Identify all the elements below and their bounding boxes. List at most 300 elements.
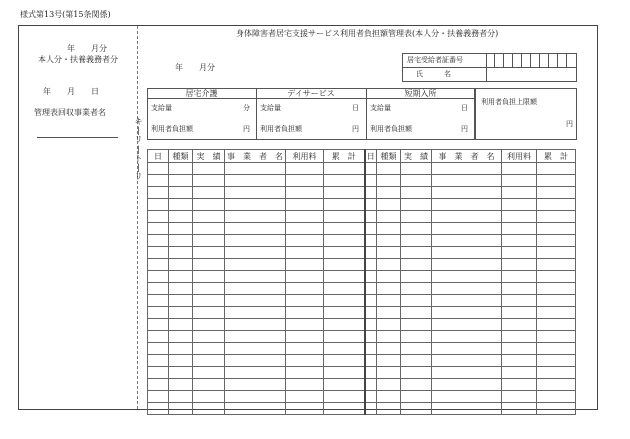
table-cell (401, 307, 432, 319)
table-cell (502, 259, 537, 271)
table-cell (432, 403, 502, 415)
table-cell (324, 283, 365, 295)
table-cell (169, 355, 193, 367)
table-cell (365, 307, 377, 319)
table-cell (502, 403, 537, 415)
table-row (148, 211, 576, 223)
table-cell (169, 235, 193, 247)
table-cell (377, 367, 401, 379)
service-header: 短期入所 (404, 89, 437, 98)
table-cell (324, 259, 365, 271)
table-cell (401, 379, 432, 391)
table-cell (324, 319, 365, 331)
table-cell (169, 295, 193, 307)
table-cell (401, 343, 432, 355)
table-row (148, 295, 576, 307)
table-cell (432, 379, 502, 391)
table-cell (432, 247, 502, 259)
stub-collector-line (37, 137, 118, 138)
table-cell (148, 379, 169, 391)
table-cell (225, 187, 286, 199)
table-cell (432, 307, 502, 319)
table-cell (537, 391, 576, 403)
table-cell (148, 259, 169, 271)
table-cell (365, 163, 377, 175)
table-cell (225, 259, 286, 271)
table-cell (225, 247, 286, 259)
table-cell (365, 319, 377, 331)
table-cell (537, 283, 576, 295)
table-cell (324, 331, 365, 343)
table-row (148, 331, 576, 343)
table-cell (502, 343, 537, 355)
table-row (148, 235, 576, 247)
table-cell (377, 211, 401, 223)
column-header: 事 業 者 名 (225, 150, 286, 163)
table-cell (377, 403, 401, 415)
service-supply-label: 支給量 (370, 104, 391, 112)
table-cell (286, 235, 324, 247)
table-cell (365, 259, 377, 271)
table-row (148, 307, 576, 319)
table-cell (225, 163, 286, 175)
table-cell (169, 343, 193, 355)
column-header: 累 計 (324, 150, 365, 163)
table-cell (148, 355, 169, 367)
table-cell (286, 403, 324, 415)
table-cell (432, 331, 502, 343)
table-cell (537, 295, 576, 307)
table-cell (286, 367, 324, 379)
form-title: 身体障害者居宅支援サービス利用者負担額管理表(本人分・扶養義務者分) (236, 29, 499, 38)
table-cell (502, 199, 537, 211)
table-cell (377, 355, 401, 367)
table-cell (432, 211, 502, 223)
column-header: 種類 (169, 150, 193, 163)
table-cell (169, 199, 193, 211)
table-row (148, 319, 576, 331)
table-cell (365, 235, 377, 247)
table-row (148, 379, 576, 391)
table-cell (225, 295, 286, 307)
table-row (148, 187, 576, 199)
table-cell (365, 331, 377, 343)
table-cell (537, 403, 576, 415)
table-cell (169, 163, 193, 175)
table-cell (324, 223, 365, 235)
table-cell (377, 175, 401, 187)
table-cell (502, 187, 537, 199)
table-cell (225, 403, 286, 415)
table-cell (502, 391, 537, 403)
table-cell (365, 187, 377, 199)
table-cell (537, 319, 576, 331)
table-cell (537, 223, 576, 235)
table-cell (365, 295, 377, 307)
column-header: 事 業 者 名 (432, 150, 502, 163)
table-cell (502, 283, 537, 295)
table-cell (432, 343, 502, 355)
cert-number-label: 居宅受給者証番号 (407, 56, 463, 64)
service-header: 居宅介護 (185, 89, 218, 98)
service-supply-unit: 日 (461, 104, 468, 112)
table-cell (169, 271, 193, 283)
table-cell (401, 295, 432, 307)
table-cell (225, 175, 286, 187)
column-header: 実 績 (193, 150, 225, 163)
table-cell (401, 391, 432, 403)
table-cell (537, 199, 576, 211)
table-row (148, 175, 576, 187)
table-row (148, 271, 576, 283)
table-cell (537, 247, 576, 259)
table-cell (401, 319, 432, 331)
table-row (148, 259, 576, 271)
table-cell (225, 367, 286, 379)
table-cell (401, 259, 432, 271)
limit-unit: 円 (566, 120, 573, 128)
service-burden-label: 利用者負担額 (370, 125, 412, 133)
table-cell (324, 211, 365, 223)
table-cell (286, 295, 324, 307)
table-cell (169, 223, 193, 235)
table-cell (324, 235, 365, 247)
table-cell (377, 331, 401, 343)
table-cell (365, 199, 377, 211)
table-row (148, 391, 576, 403)
table-cell (286, 319, 324, 331)
table-row (148, 199, 576, 211)
table-cell (225, 391, 286, 403)
table-cell (377, 187, 401, 199)
stub-year-month: 年 月分 (67, 44, 107, 53)
table-cell (148, 307, 169, 319)
limit-label: 利用者負担上限額 (481, 98, 537, 106)
column-header: 利用料 (286, 150, 324, 163)
service-header: デイサービス (287, 89, 335, 98)
table-cell (377, 295, 401, 307)
table-cell (286, 199, 324, 211)
table-cell (502, 307, 537, 319)
table-cell (324, 379, 365, 391)
table-cell (148, 331, 169, 343)
table-cell (401, 187, 432, 199)
table-cell (324, 163, 365, 175)
table-cell (502, 223, 537, 235)
table-cell (148, 235, 169, 247)
table-cell (377, 199, 401, 211)
table-cell (225, 271, 286, 283)
table-cell (401, 175, 432, 187)
table-cell (537, 331, 576, 343)
table-header-row (148, 150, 576, 163)
table-cell (377, 319, 401, 331)
table-cell (324, 247, 365, 259)
table-row (148, 367, 576, 379)
table-cell (225, 199, 286, 211)
table-cell (401, 211, 432, 223)
table-cell (169, 211, 193, 223)
table-cell (537, 211, 576, 223)
table-cell (225, 235, 286, 247)
table-cell (365, 367, 377, 379)
usage-table (147, 149, 576, 415)
service-burden-label: 利用者負担額 (151, 125, 193, 133)
table-cell (148, 175, 169, 187)
table-cell (193, 343, 225, 355)
table-cell (193, 283, 225, 295)
table-cell (401, 235, 432, 247)
table-cell (193, 199, 225, 211)
table-cell (148, 391, 169, 403)
table-cell (193, 295, 225, 307)
table-cell (148, 319, 169, 331)
table-cell (193, 235, 225, 247)
table-cell (286, 391, 324, 403)
table-cell (502, 247, 537, 259)
table-cell (193, 307, 225, 319)
table-cell (169, 175, 193, 187)
table-cell (365, 355, 377, 367)
stub-collector-label: 管理表回収事業者名 (34, 108, 106, 117)
column-header: 日 (148, 150, 169, 163)
table-cell (537, 307, 576, 319)
table-cell (365, 343, 377, 355)
table-cell (324, 343, 365, 355)
table-cell (377, 379, 401, 391)
table-cell (377, 343, 401, 355)
form-number-label: 様式第13号(第15条関係) (20, 10, 111, 19)
table-cell (432, 259, 502, 271)
table-cell (148, 343, 169, 355)
table-cell (148, 223, 169, 235)
table-cell (365, 175, 377, 187)
table-cell (432, 367, 502, 379)
table-cell (169, 379, 193, 391)
table-cell (169, 331, 193, 343)
table-cell (537, 259, 576, 271)
table-cell (148, 163, 169, 175)
table-cell (324, 199, 365, 211)
table-cell (365, 223, 377, 235)
table-cell (377, 235, 401, 247)
table-cell (193, 247, 225, 259)
table-cell (432, 199, 502, 211)
table-cell (225, 343, 286, 355)
table-cell (324, 403, 365, 415)
table-cell (537, 235, 576, 247)
table-cell (225, 223, 286, 235)
table-cell (365, 247, 377, 259)
table-cell (286, 211, 324, 223)
table-cell (432, 163, 502, 175)
table-cell (324, 355, 365, 367)
table-cell (148, 199, 169, 211)
table-cell (193, 259, 225, 271)
table-cell (193, 163, 225, 175)
table-cell (432, 355, 502, 367)
table-cell (502, 235, 537, 247)
table-cell (401, 367, 432, 379)
table-cell (225, 307, 286, 319)
table-row (148, 247, 576, 259)
table-cell (286, 163, 324, 175)
table-cell (169, 367, 193, 379)
table-cell (377, 163, 401, 175)
table-cell (169, 403, 193, 415)
table-cell (148, 403, 169, 415)
column-header: 実 績 (401, 150, 432, 163)
table-row (148, 223, 576, 235)
service-burden-unit: 円 (461, 125, 468, 133)
table-cell (502, 367, 537, 379)
table-cell (502, 163, 537, 175)
table-cell (537, 175, 576, 187)
table-cell (432, 283, 502, 295)
table-cell (193, 379, 225, 391)
table-cell (377, 283, 401, 295)
table-cell (169, 319, 193, 331)
table-cell (502, 175, 537, 187)
table-cell (193, 187, 225, 199)
cut-label: キ | リ | ト | リ (134, 117, 143, 182)
table-cell (432, 295, 502, 307)
service-supply-unit: 日 (352, 104, 359, 112)
table-cell (401, 163, 432, 175)
column-header: 累 計 (537, 150, 576, 163)
stub-target: 本人分・扶養義務者分 (38, 55, 118, 64)
table-cell (365, 271, 377, 283)
table-cell (377, 391, 401, 403)
table-cell (169, 307, 193, 319)
table-cell (365, 379, 377, 391)
stub-date: 年 月 日 (43, 87, 99, 96)
table-cell (286, 379, 324, 391)
table-cell (401, 355, 432, 367)
service-burden-unit: 円 (243, 125, 250, 133)
table-cell (169, 391, 193, 403)
table-cell (169, 187, 193, 199)
table-cell (148, 187, 169, 199)
main-year-month: 年 月分 (175, 63, 215, 72)
table-cell (286, 247, 324, 259)
table-cell (193, 391, 225, 403)
table-cell (225, 355, 286, 367)
table-cell (502, 319, 537, 331)
table-cell (432, 235, 502, 247)
table-cell (324, 271, 365, 283)
table-row (148, 283, 576, 295)
table-cell (193, 319, 225, 331)
limit-box (475, 88, 577, 140)
table-cell (377, 307, 401, 319)
table-cell (537, 367, 576, 379)
table-cell (365, 403, 377, 415)
table-cell (432, 271, 502, 283)
table-cell (502, 379, 537, 391)
table-cell (324, 175, 365, 187)
table-cell (286, 343, 324, 355)
table-cell (502, 331, 537, 343)
table-row (148, 163, 576, 175)
table-cell (286, 283, 324, 295)
table-cell (286, 259, 324, 271)
table-cell (324, 295, 365, 307)
column-header: 種類 (377, 150, 401, 163)
table-cell (537, 271, 576, 283)
table-cell (432, 319, 502, 331)
table-cell (502, 355, 537, 367)
table-cell (537, 163, 576, 175)
table-cell (365, 283, 377, 295)
table-cell (502, 211, 537, 223)
table-cell (377, 247, 401, 259)
table-cell (377, 271, 401, 283)
table-cell (324, 391, 365, 403)
table-cell (286, 223, 324, 235)
table-cell (169, 247, 193, 259)
table-cell (169, 259, 193, 271)
table-cell (537, 343, 576, 355)
service-burden-label: 利用者負担額 (260, 125, 302, 133)
table-cell (193, 367, 225, 379)
service-burden-unit: 円 (352, 125, 359, 133)
table-cell (148, 295, 169, 307)
service-supply-label: 支給量 (260, 104, 281, 112)
table-cell (432, 391, 502, 403)
table-cell (401, 403, 432, 415)
table-row (148, 343, 576, 355)
table-cell (286, 175, 324, 187)
table-cell (286, 307, 324, 319)
table-cell (286, 271, 324, 283)
table-cell (193, 175, 225, 187)
service-supply-unit: 分 (243, 104, 250, 112)
table-cell (169, 283, 193, 295)
table-cell (148, 247, 169, 259)
column-header: 日 (365, 150, 377, 163)
table-cell (365, 211, 377, 223)
table-cell (432, 187, 502, 199)
table-cell (502, 271, 537, 283)
table-cell (401, 247, 432, 259)
table-cell (148, 211, 169, 223)
table-cell (193, 331, 225, 343)
table-cell (193, 223, 225, 235)
table-cell (401, 283, 432, 295)
table-cell (365, 391, 377, 403)
table-cell (502, 295, 537, 307)
table-cell (148, 283, 169, 295)
table-cell (401, 331, 432, 343)
table-cell (148, 367, 169, 379)
table-cell (286, 355, 324, 367)
table-cell (225, 379, 286, 391)
table-cell (537, 355, 576, 367)
table-cell (432, 175, 502, 187)
table-cell (377, 223, 401, 235)
table-cell (401, 271, 432, 283)
table-cell (225, 331, 286, 343)
table-cell (148, 271, 169, 283)
table-cell (401, 223, 432, 235)
table-cell (225, 283, 286, 295)
table-row (148, 355, 576, 367)
table-cell (324, 187, 365, 199)
table-cell (193, 355, 225, 367)
table-cell (225, 319, 286, 331)
table-cell (401, 199, 432, 211)
